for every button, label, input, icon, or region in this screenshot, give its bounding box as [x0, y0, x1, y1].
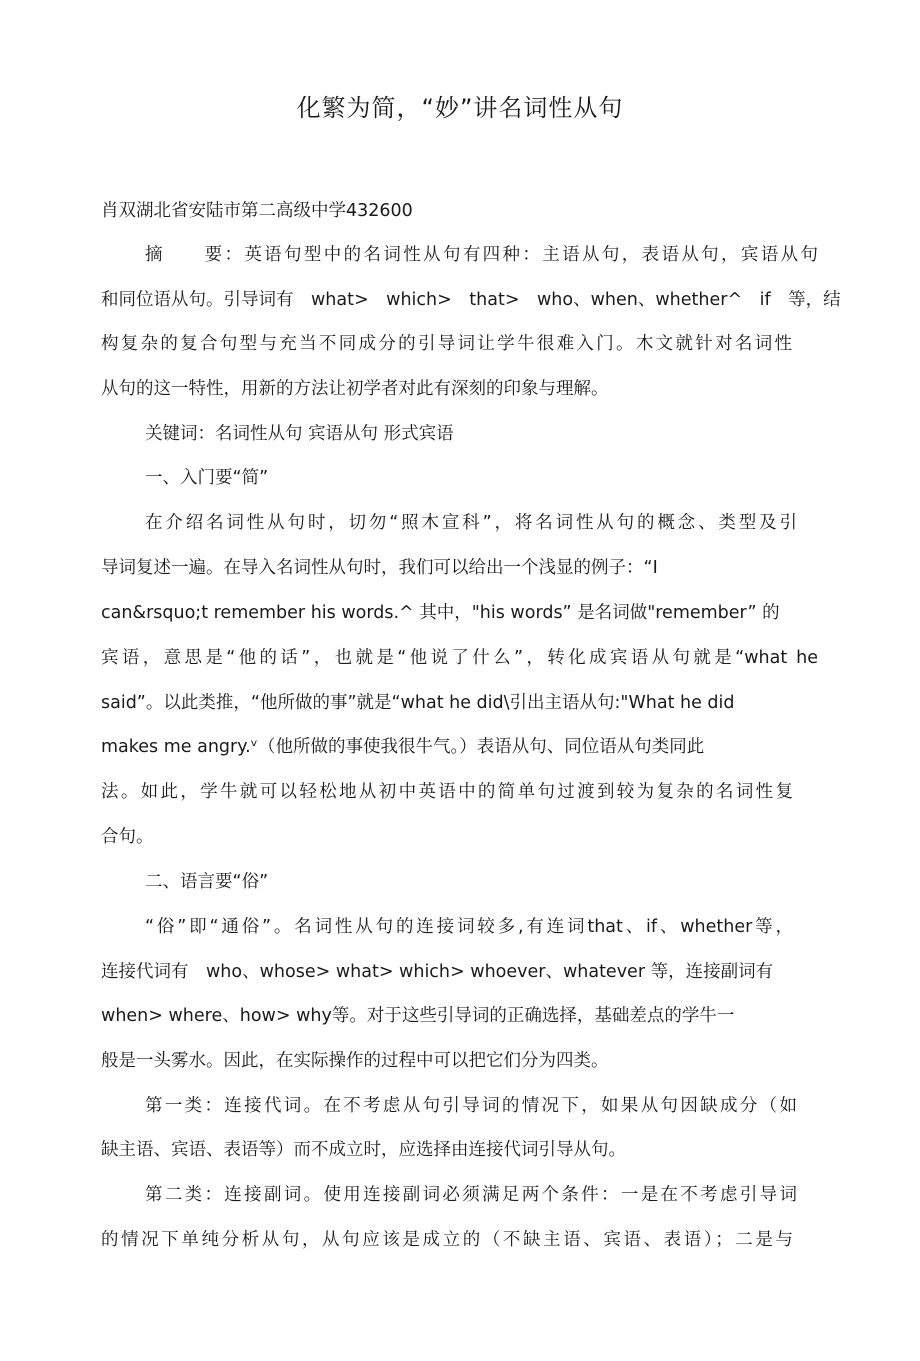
keywords-line: 关键词：名词性从句 宾语从句 形式宾语: [145, 424, 454, 444]
paragraph-line: said”。以此类推，“他所做的事”就是“what he did\引出主语从句:"What he did: [101, 693, 735, 713]
paragraph-line: “俗”即“通俗”。名词性从句的连接词较多,有连词that、if、whether等，: [145, 917, 793, 937]
paragraph-line: 缺主语、宾语、表语等）而不成立时，应选择由连接代词引导从句。: [101, 1140, 626, 1160]
paragraph-line: 宾语，意思是“他的话”，也就是“他说了什么”，转化成宾语从句就是“what he: [101, 648, 818, 668]
author-line: 肖双湖北省安陆市第二高级中学432600: [101, 201, 413, 221]
section-heading-2: 二、语言要“俗”: [145, 872, 269, 892]
paragraph-line: 般是一头雾水。因此，在实际操作的过程中可以把它们分为四类。: [101, 1051, 609, 1071]
abstract-line-4: 从句的这一特性，用新的方法让初学者对此有深刻的印象与理解。: [101, 379, 609, 399]
paragraph-line: 法。如此，学牛就可以轻松地从初中英语中的简单句过渡到较为复杂的名词性复: [101, 782, 793, 802]
abstract-line-2: 和同位语从句。引导词有 what> which> that> who、when、whether^ if 等，结: [101, 290, 841, 310]
paragraph-line: 的情况下单纯分析从句，从句应该是成立的（不缺主语、宾语、表语）；二是与: [101, 1230, 793, 1250]
paragraph-line: 在介绍名词性从句时，切勿“照木宣科”，将名词性从句的概念、类型及引: [145, 513, 797, 533]
paragraph-line: 导词复述一遍。在导入名词性从句时，我们可以给出一个浅显的例子：“I: [101, 558, 658, 578]
paragraph-line: 第一类：连接代词。在不考虑从句引导词的情况下，如果从句因缺成分（如: [145, 1096, 797, 1116]
paragraph-line: when> where、how> why等。对于这些引导词的正确选择，基础差点的学牛一: [101, 1006, 735, 1026]
section-heading-1: 一、入门要“简”: [145, 468, 269, 488]
document-title: 化繁为简，“妙”讲名词性从句: [296, 94, 624, 122]
abstract-line-3: 构复杂的复合句型与充当不同成分的引导词让学牛很难入门。木文就针对名词性: [101, 334, 792, 354]
paragraph-line: 连接代词有 who、whose> what> which> whoever、whatever 等，连接副词有: [101, 962, 774, 982]
paragraph-line: 合句。: [101, 827, 154, 847]
abstract-line-1: 摘 要：英语句型中的名词性从句有四种：主语从句，表语从句，宾语从句: [145, 245, 818, 265]
paragraph-line: makes me angry.ᵛ（他所做的事使我很牛气。）表语从句、同位语从句类同此: [101, 737, 705, 757]
paragraph-line: can&rsquo;t remember his words.^ 其中，"his words” 是名词做"remember” 的: [101, 603, 780, 623]
paragraph-line: 第二类：连接副词。使用连接副词必须满足两个条件：一是在不考虑引导词: [145, 1185, 797, 1205]
